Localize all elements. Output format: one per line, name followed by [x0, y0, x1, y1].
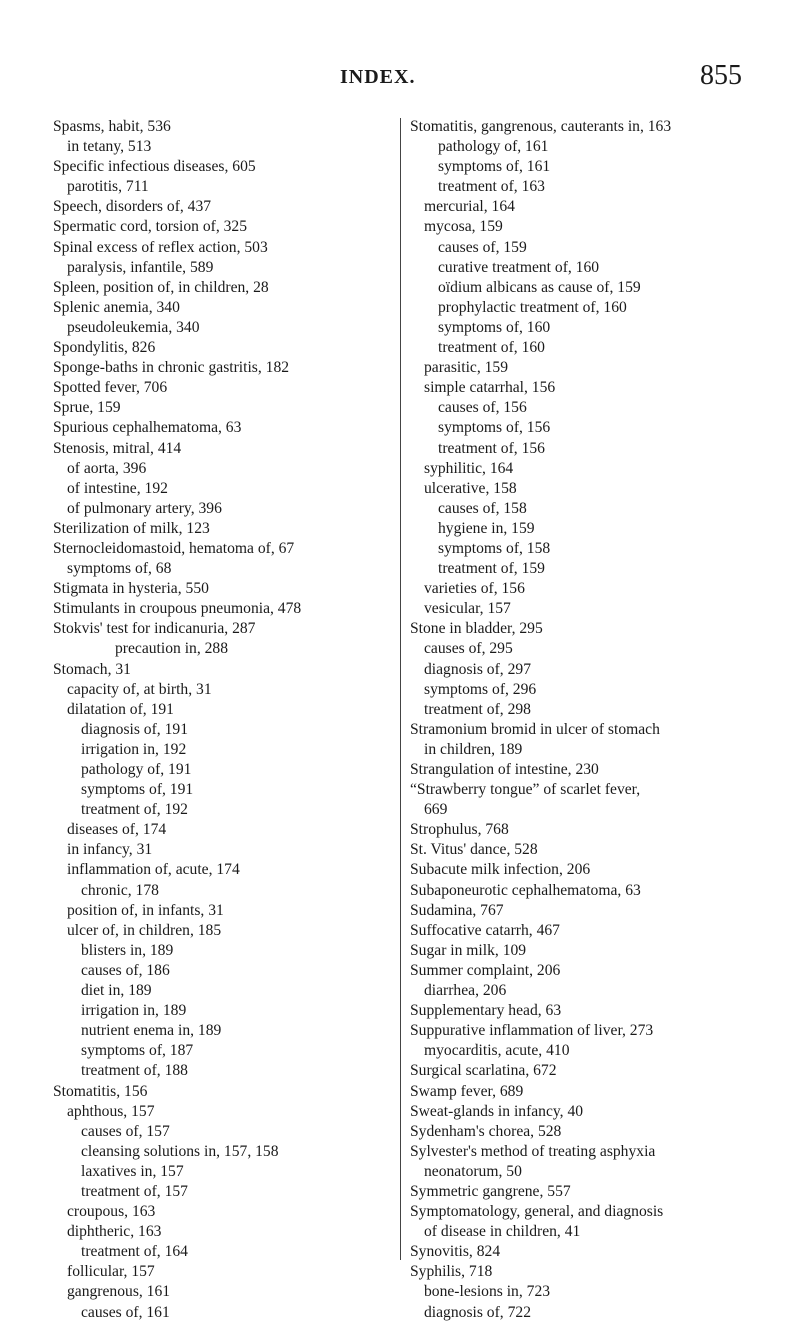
index-entry: symptoms of, 296 — [424, 680, 537, 698]
index-entry: precaution in, 288 — [115, 640, 229, 658]
index-entry: of disease in children, 41 — [424, 1223, 581, 1241]
index-entry: gangrenous, 161 — [67, 1283, 171, 1301]
index-entry: causes of, 295 — [424, 640, 513, 658]
index-entry: Subaponeurotic cephalhematoma, 63 — [410, 881, 641, 899]
index-entry: treatment of, 188 — [81, 1062, 188, 1080]
index-entry: Sylvester's method of treating asphyxia — [410, 1142, 656, 1160]
index-entry: oïdium albicans as cause of, 159 — [438, 278, 641, 296]
index-entry: Stomatitis, 156 — [53, 1082, 148, 1100]
index-entry: Stigmata in hysteria, 550 — [53, 580, 209, 598]
index-entry: Sydenham's chorea, 528 — [410, 1122, 562, 1140]
index-entry: Swamp fever, 689 — [410, 1082, 524, 1100]
index-entry: Sugar in milk, 109 — [410, 941, 527, 959]
index-entry: Spasms, habit, 536 — [53, 118, 171, 135]
column-divider — [400, 118, 401, 1260]
index-entry: treatment of, 157 — [81, 1182, 188, 1200]
index-entry: neonatorum, 50 — [424, 1162, 522, 1180]
index-entry: dilatation of, 191 — [67, 700, 174, 718]
index-entry: Spermatic cord, torsion of, 325 — [53, 218, 248, 236]
index-entry: symptoms of, 187 — [81, 1042, 194, 1060]
index-entry: bone-lesions in, 723 — [424, 1283, 551, 1301]
index-entry: Spinal excess of reflex action, 503 — [53, 238, 268, 256]
index-entry: causes of, 157 — [81, 1122, 170, 1140]
index-entry: diagnosis of, 297 — [424, 660, 531, 678]
index-entry: parotitis, 711 — [67, 178, 149, 196]
index-entry: Syphilis, 718 — [410, 1263, 493, 1281]
index-entry: treatment of, 159 — [438, 560, 545, 578]
index-entry: position of, in infants, 31 — [67, 901, 224, 919]
index-entry: nutrient enema in, 189 — [81, 1022, 222, 1040]
index-entry: symptoms of, 158 — [438, 539, 551, 557]
index-entry: Synovitis, 824 — [410, 1243, 501, 1261]
index-entry: causes of, 158 — [438, 499, 527, 517]
index-entry: chronic, 178 — [81, 881, 159, 899]
index-entry: Sudamina, 767 — [410, 901, 504, 919]
index-entry: paralysis, infantile, 589 — [67, 258, 214, 276]
index-entry: Stramonium bromid in ulcer of stomach — [410, 720, 660, 738]
index-entry: curative treatment of, 160 — [438, 258, 600, 276]
index-entry: treatment of, 192 — [81, 801, 188, 819]
index-entry: “Strawberry tongue” of scarlet fever, — [410, 781, 641, 799]
index-entry: Sponge-baths in chronic gastritis, 182 — [53, 359, 290, 377]
index-entry: Speech, disorders of, 437 — [53, 198, 212, 216]
index-entry: 669 — [424, 801, 448, 819]
index-column-left — [53, 117, 408, 1323]
index-entry: Supplementary head, 63 — [410, 1002, 562, 1020]
index-entry: Spotted fever, 706 — [53, 379, 168, 397]
index-entry: Suffocative catarrh, 467 — [410, 921, 560, 939]
page-number: 855 — [700, 60, 742, 91]
index-entry: ulcer of, in children, 185 — [67, 921, 222, 939]
index-entry: varieties of, 156 — [424, 580, 525, 598]
index-entry: Sweat-glands in infancy, 40 — [410, 1102, 584, 1120]
index-entry: mycosa, 159 — [424, 218, 503, 236]
index-entry: diet in, 189 — [81, 982, 152, 1000]
index-entry: of pulmonary artery, 396 — [67, 499, 222, 517]
index-entry: treatment of, 163 — [438, 178, 545, 196]
index-entry: Stone in bladder, 295 — [410, 620, 543, 638]
page-header — [0, 60, 800, 100]
index-entry: diagnosis of, 722 — [424, 1303, 531, 1321]
index-entry: in infancy, 31 — [67, 841, 153, 859]
index-entry: Summer complaint, 206 — [410, 961, 561, 979]
index-entry: Sterilization of milk, 123 — [53, 519, 210, 537]
index-entry: diphtheric, 163 — [67, 1223, 162, 1241]
index-entry: myocarditis, acute, 410 — [424, 1042, 570, 1060]
index-entry: treatment of, 298 — [424, 700, 531, 718]
index-entry: treatment of, 160 — [438, 339, 545, 357]
index-entry: symptoms of, 191 — [81, 781, 194, 799]
index-entry: diagnosis of, 191 — [81, 720, 188, 738]
index-entry: Stokvis' test for indicanuria, 287 — [53, 620, 256, 638]
index-entry: Strangulation of intestine, 230 — [410, 761, 599, 778]
index-entry: aphthous, 157 — [67, 1102, 155, 1120]
index-entry: mercurial, 164 — [424, 198, 515, 216]
index-entry: causes of, 186 — [81, 961, 170, 979]
index-entry: treatment of, 156 — [438, 439, 545, 457]
index-entry: syphilitic, 164 — [424, 459, 514, 477]
index-entry: pseudoleukemia, 340 — [67, 318, 200, 336]
index-entry: inflammation of, acute, 174 — [67, 861, 240, 879]
index-entry: Specific infectious diseases, 605 — [53, 158, 256, 176]
index-entry: Subacute milk infection, 206 — [410, 861, 591, 879]
index-entry: in children, 189 — [424, 740, 523, 758]
index-entry: symptoms of, 156 — [438, 419, 551, 437]
index-entry: Stomatitis, gangrenous, cauterants in, 163 — [410, 118, 672, 135]
index-entry: Spleen, position of, in children, 28 — [53, 278, 269, 296]
index-entry: Stimulants in croupous pneumonia, 478 — [53, 600, 302, 618]
index-entry: causes of, 159 — [438, 238, 527, 256]
index-entry: cleansing solutions in, 157, 158 — [81, 1142, 279, 1160]
index-entry: prophylactic treatment of, 160 — [438, 298, 627, 316]
index-entry: hygiene in, 159 — [438, 519, 535, 537]
index-entry: St. Vitus' dance, 528 — [410, 841, 538, 859]
index-entry: causes of, 161 — [81, 1303, 170, 1321]
index-entry: follicular, 157 — [67, 1263, 155, 1281]
running-title: INDEX. — [340, 66, 416, 88]
index-entry: croupous, 163 — [67, 1203, 156, 1221]
index-entry: Surgical scarlatina, 672 — [410, 1062, 557, 1080]
index-entry: capacity of, at birth, 31 — [67, 680, 212, 698]
index-entry: Sprue, 159 — [53, 399, 121, 417]
index-entry: of aorta, 396 — [67, 459, 147, 477]
index-entry: of intestine, 192 — [67, 479, 168, 497]
index-entry: symptoms of, 160 — [438, 318, 551, 336]
index-entry: ulcerative, 158 — [424, 479, 517, 497]
index-entry: parasitic, 159 — [424, 359, 509, 377]
index-entry: Stomach, 31 — [53, 660, 131, 678]
index-entry: Spondylitis, 826 — [53, 339, 156, 357]
index-entry: Spurious cephalhematoma, 63 — [53, 419, 242, 437]
index-entry: Suppurative inflammation of liver, 273 — [410, 1022, 654, 1040]
index-entry: symptoms of, 161 — [438, 158, 551, 176]
index-entry: Symptomatology, general, and diagnosis — [410, 1203, 664, 1221]
index-entry: treatment of, 164 — [81, 1243, 188, 1261]
index-entry: Stenosis, mitral, 414 — [53, 439, 182, 457]
index-entry: pathology of, 191 — [81, 761, 192, 778]
index-entry: in tetany, 513 — [67, 138, 152, 156]
index-entry: Splenic anemia, 340 — [53, 298, 180, 316]
index-entry: simple catarrhal, 156 — [424, 379, 556, 397]
index-entry: laxatives in, 157 — [81, 1162, 184, 1180]
index-entry: Symmetric gangrene, 557 — [410, 1182, 571, 1200]
index-entry: blisters in, 189 — [81, 941, 174, 959]
index-entry: Sternocleidomastoid, hematoma of, 67 — [53, 539, 295, 557]
index-entry: symptoms of, 68 — [67, 560, 172, 578]
index-entry: diseases of, 174 — [67, 821, 167, 839]
index-entry: pathology of, 161 — [438, 138, 549, 156]
index-column-right — [410, 117, 765, 1323]
index-entry: diarrhea, 206 — [424, 982, 507, 1000]
index-entry: irrigation in, 192 — [81, 740, 187, 758]
index-entry: vesicular, 157 — [424, 600, 511, 618]
index-entry: Strophulus, 768 — [410, 821, 509, 839]
index-entry: irrigation in, 189 — [81, 1002, 187, 1020]
index-entry: causes of, 156 — [438, 399, 527, 417]
